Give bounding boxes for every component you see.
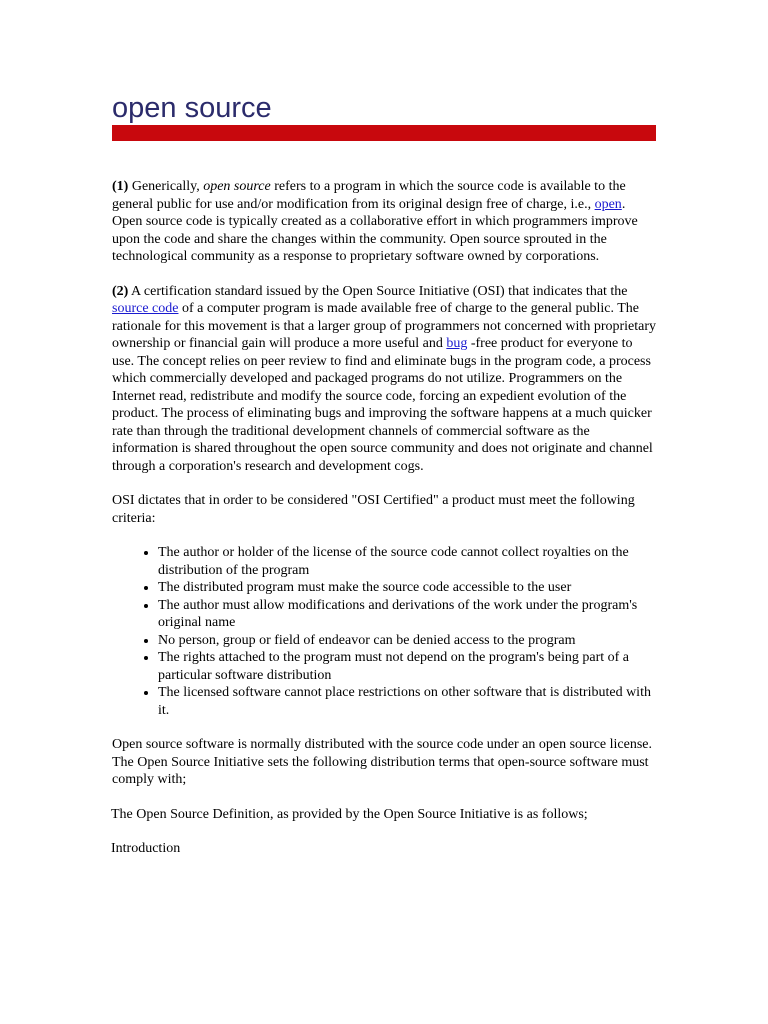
list-item: • The author must allow modifications and derivations of the work under the program's original name	[158, 597, 657, 632]
page-title: open source	[112, 92, 272, 124]
open-link[interactable]: open	[594, 196, 622, 212]
list-item: • The licensed software cannot place restrictions on other software that is distributed with it.	[158, 684, 657, 719]
definition-1-number: (1)	[112, 179, 129, 194]
list-item: • The author or holder of the license of the source code cannot collect royalties on the distribution of the program	[158, 544, 657, 579]
source-code-link[interactable]: source code	[112, 301, 179, 316]
definition-2-text-end: -free product for everyone to use. The concept relies on peer review to find and eliminate bugs in the program code, a process which commercially developed and packaged programs do not utilize. Programmers on the Internet read, redistribute and modify the source code, forcing an expedient evolution of the product. The process of eliminating bugs and improving the software happens at a much quicker rate than through the traditional development channels of commercial software as the information is shared throughout the open source community and does not originate and channel through a corporation's research and development cogs.	[112, 336, 653, 474]
definition-2-paragraph	[112, 283, 657, 476]
introduction-heading: Introduction	[111, 841, 181, 856]
list-item: • The rights attached to the program must not depend on the program's being part of a particular software distribution	[158, 649, 657, 684]
definition-1-text-middle: refers to a program in which the source code is available to the general public for use and/or modification from its original design free of charge, i.e.,	[112, 179, 626, 212]
bug-link[interactable]: bug	[446, 336, 468, 351]
distribution-paragraph: Open source software is normally distributed with the source code under an open source license. The Open Source Initiative sets the following distribution terms that open-source software must comply with;	[112, 737, 652, 787]
definition-2-text-middle: of a computer program is made available free of charge to the general public. The rationale for this movement is that a larger group of programmers not concerned with proprietary ownership or financial gain will produce a more useful and	[112, 301, 657, 351]
definition-1-text-start: Generically,	[128, 179, 204, 194]
title-underline-bar	[112, 125, 656, 141]
document-body	[112, 178, 657, 875]
definition-2-text-start: A certification standard issued by the Open Source Initiative (OSI) that indicates that the	[128, 283, 628, 299]
definition-2-number: (2)	[112, 283, 129, 299]
definition-intro-line: The Open Source Definition, as provided by the Open Source Initiative is as follows;	[111, 806, 588, 822]
list-item: • The distributed program must make the source code accessible to the user	[158, 579, 657, 597]
definition-1-paragraph	[112, 178, 657, 266]
list-item: • No person, group or field of endeavor can be denied access to the program	[158, 632, 657, 650]
criteria-list	[112, 544, 657, 719]
criteria-intro: OSI dictates that in order to be considered "OSI Certified" a product must meet the following criteria:	[112, 493, 635, 526]
definition-1-term: open source	[203, 179, 271, 194]
definition-1-text-end: . Open source code is typically created as a collaborative effort in which programmers improve upon the code and share the changes within the community. Open source sprouted in the technological community as a response to proprietary software owned by corporations.	[112, 196, 638, 264]
